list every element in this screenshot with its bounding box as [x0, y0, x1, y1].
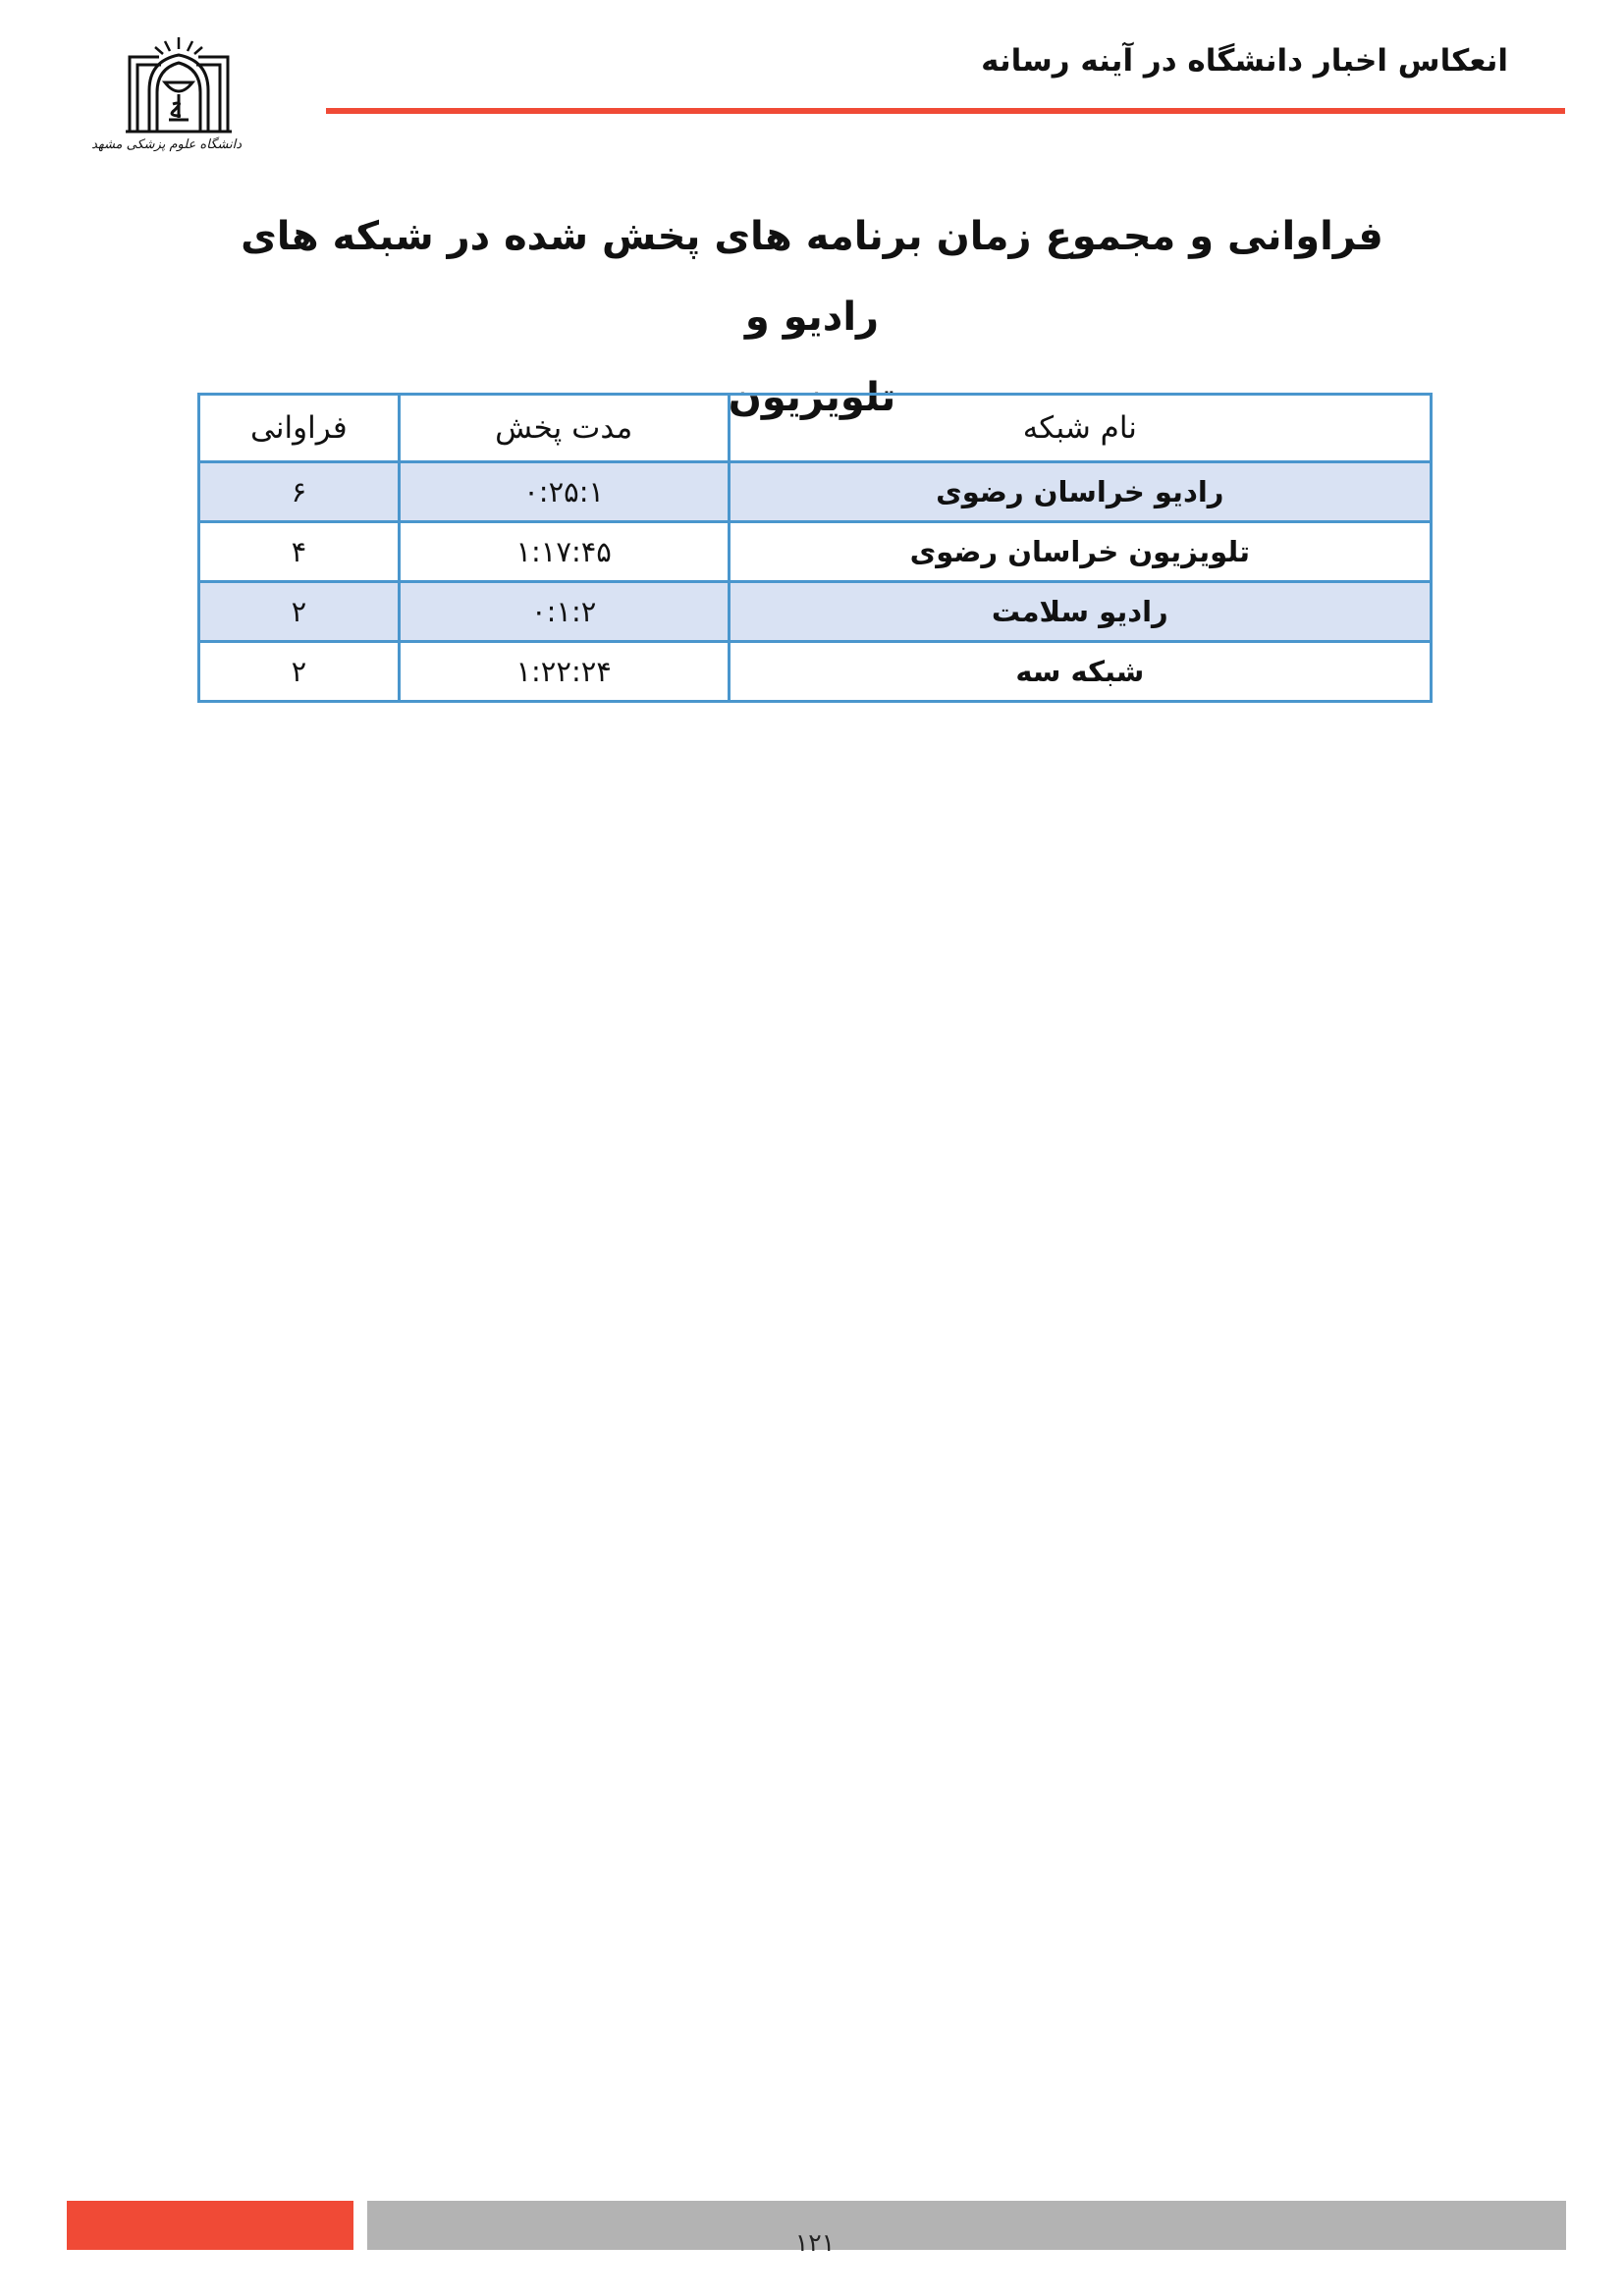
column-header-frequency: فراوانی	[199, 395, 400, 462]
network-name-cell: شبکه سه	[729, 642, 1431, 702]
header-title: انعکاس اخبار دانشگاه در آینه رسانه	[981, 43, 1508, 79]
column-header-duration: مدت پخش	[399, 395, 729, 462]
duration-cell: ۱:۱۷:۴۵	[399, 522, 729, 582]
header-divider	[326, 108, 1565, 114]
table-row	[199, 522, 1432, 582]
duration-cell: ۰:۲۵:۱	[399, 462, 729, 522]
frequency-cell: ۴	[199, 522, 400, 582]
frequency-cell: ۲	[199, 582, 400, 642]
page-heading-line-2: تلویزیون	[728, 375, 896, 420]
table-header-row	[199, 395, 1432, 462]
duration-cell: ۰:۱:۲	[399, 582, 729, 642]
page-number: ۱۲۱	[794, 2228, 836, 2257]
frequency-cell: ۶	[199, 462, 400, 522]
broadcast-table	[197, 393, 1433, 703]
network-name-cell: رادیو سلامت	[729, 582, 1431, 642]
footer-grey-bar	[367, 2201, 1566, 2250]
page-heading-line-1: فراوانی و مجموع زمان برنامه های پخش شده در شبکه های رادیو و	[241, 214, 1383, 340]
column-header-network-name: نام شبکه	[729, 395, 1431, 462]
footer-accent-bar	[67, 2201, 353, 2250]
network-name-cell: تلویزیون خراسان رضوی	[729, 522, 1431, 582]
frequency-cell: ۲	[199, 642, 400, 702]
logo-caption: دانشگاه علوم پزشکی مشهد	[91, 137, 242, 152]
network-name-cell: رادیو خراسان رضوی	[729, 462, 1431, 522]
table-row	[199, 582, 1432, 642]
duration-cell: ۱:۲۲:۲۴	[399, 642, 729, 702]
table-row	[199, 642, 1432, 702]
table-row	[199, 462, 1432, 522]
